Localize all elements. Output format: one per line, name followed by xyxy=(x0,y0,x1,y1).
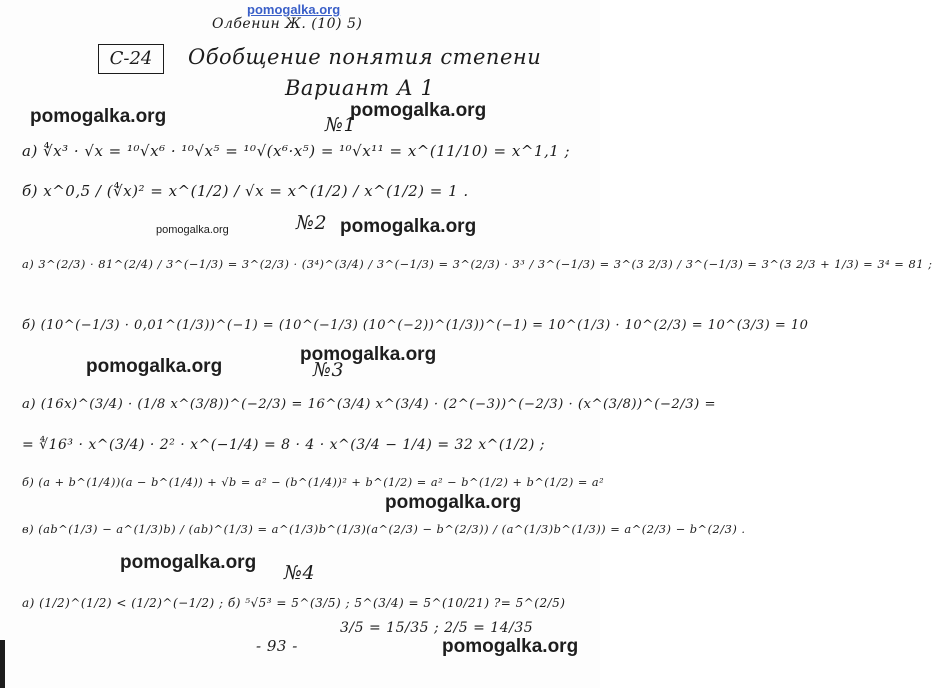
watermark-3: pomogalka.org xyxy=(156,224,229,236)
task-4-line-b: 3/5 = 15/35 ; 2/5 = 14/35 xyxy=(340,620,534,636)
task-3-line-b: б) (a + b^(1/4))(a − b^(1/4)) + √b = a² − (b^(1/4))² + b^(1/2) = a² − b^(1/2) + b^(1/2) = a² xyxy=(22,476,605,489)
watermark-top: pomogalka.org xyxy=(247,2,341,17)
task-2-line-a: а) 3^(2/3) · 81^(2/4) / 3^(−1/3) = 3^(2/3) · (3⁴)^(3/4) / 3^(−1/3) = 3^(2/3) · 3³ / 3^(−1/3) = 3^(3 2/3) / 3^(−1/3) = 3^(3 2/3 + 1/3) = 3⁴ = 81 ; xyxy=(22,257,932,271)
page-title: Обобщение понятия степени xyxy=(188,45,542,69)
task-2-line-b: б) (10^(−1/3) · 0,01^(1/3))^(−1) = (10^(−1/3) (10^(−2))^(1/3))^(−1) = 10^(1/3) · 10^(2/3) = 10^(3/3) = 10 xyxy=(22,318,809,333)
task-1-line-a: а) ∜x³ · √x = ¹⁰√x⁶ · ¹⁰√x⁵ = ¹⁰√(x⁶·x⁵) = ¹⁰√x¹¹ = x^(11/10) = x^1,1 ; xyxy=(22,142,571,160)
watermark-9: pomogalka.org xyxy=(442,636,579,657)
watermark-8: pomogalka.org xyxy=(120,552,257,573)
task-3-line-a-cont: = ∜16³ · x^(3/4) · 2² · x^(−1/4) = 8 · 4 · x^(3/4 − 1/4) = 32 x^(1/2) ; xyxy=(22,437,546,453)
watermark-7: pomogalka.org xyxy=(385,492,522,513)
watermark-1: pomogalka.org xyxy=(30,106,167,127)
task-number-3: №3 xyxy=(313,359,345,381)
task-1-line-b: б) x^0,5 / (∜x)² = x^(1/2) / √x = x^(1/2) / x^(1/2) = 1 . xyxy=(22,182,469,200)
task-number-2: №2 xyxy=(296,212,328,234)
watermark-6: pomogalka.org xyxy=(300,344,437,365)
header-top-line: Олбенин Ж. (10) 5) xyxy=(212,16,363,32)
task-number-1: №1 xyxy=(325,114,357,136)
task-3-line-a: а) (16x)^(3/4) · (1/8 x^(3/8))^(−2/3) = 16^(3/4) x^(3/4) · (2^(−3))^(−2/3) · (x^(3/8))^(−2/3) = xyxy=(22,397,717,412)
variant-label: Вариант А 1 xyxy=(285,76,435,100)
watermark-2: pomogalka.org xyxy=(350,100,487,121)
task-4-line-a: а) (1/2)^(1/2) < (1/2)^(−1/2) ; б) ⁵√5³ = 5^(3/5) ; 5^(3/4) = 5^(10/21) ?= 5^(2/5) xyxy=(22,596,566,610)
page-number: - 93 - xyxy=(256,637,298,655)
section-code: С-24 xyxy=(98,44,164,74)
page-edge-mark xyxy=(0,640,5,688)
watermark-4: pomogalka.org xyxy=(340,216,477,237)
task-3-line-c: в) (ab^(1/3) − a^(1/3)b) / (ab)^(1/3) = a^(1/3)b^(1/3)(a^(2/3) − b^(2/3)) / (a^(1/3)b^(1/3)) = a^(2/3) − b^(2/3) . xyxy=(22,522,746,536)
task-number-4: №4 xyxy=(284,562,316,584)
watermark-5: pomogalka.org xyxy=(86,356,223,377)
